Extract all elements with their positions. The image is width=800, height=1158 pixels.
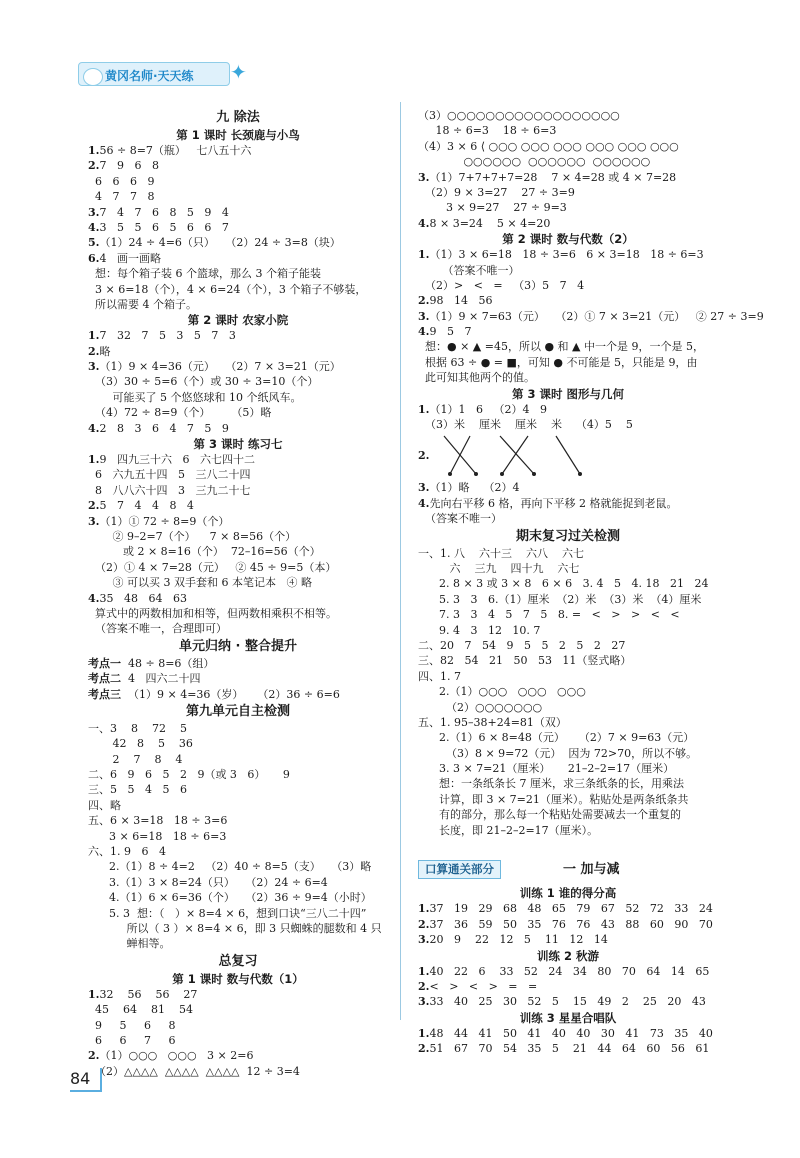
answer-line (418, 185, 718, 200)
answer-line (418, 402, 718, 417)
line-endpoint (500, 472, 504, 476)
answer-text: （3）8 × 9=72（元） 因为 72>70，所以不够。 (418, 746, 698, 760)
answer-line (88, 575, 388, 590)
answer-text: 35 48 64 63 (99, 591, 187, 605)
item-number: 4. (88, 591, 100, 605)
answer-text: 9. 4 3 12 10. 7 (418, 623, 541, 637)
answer-text: 98 14 56 (429, 294, 493, 308)
answer-text: 3.（1）3 × 8=24（只） （2）24 ÷ 6=4 (88, 875, 328, 889)
answer-text: 9 5 6 8 (88, 1018, 176, 1032)
answer-text: 32 56 56 27 (99, 987, 198, 1001)
answer-text: 四、1. 7 (418, 669, 461, 683)
item-number: 4. (418, 325, 430, 339)
answer-text: ○○○○○○ ○○○○○○ ○○○○○○ (418, 155, 651, 169)
answer-text: 或 2 × 8=16（个） 72–16=56（个） (88, 545, 321, 559)
answer-text: 蝉相等。 (88, 937, 171, 951)
item-number: 1. (88, 329, 100, 343)
answer-line (418, 139, 718, 154)
item-number: 1. (418, 964, 430, 978)
answer-text: 37 36 59 50 35 76 76 43 88 60 90 70 (429, 917, 713, 931)
section-tag: 口算通关部分 (418, 860, 501, 879)
answer-text: 45 64 81 54 (88, 1003, 193, 1017)
answer-line (88, 1064, 388, 1079)
answer-text: 6 六九五十四 5 三八二十四 (88, 468, 251, 482)
answer-line (88, 859, 388, 874)
answer-text: （1）9 × 4=36（元） （2）7 × 3=21（元） (99, 360, 341, 374)
answer-line (418, 108, 718, 123)
answer-line (88, 875, 388, 890)
answer-text: 3 5 5 6 5 6 6 7 (99, 220, 229, 234)
lesson-title: 训练 2 秋游 (536, 948, 599, 963)
answer-text: 3. 3 × 7=21（厘米） 21–2–2=17（厘米） (418, 762, 675, 776)
answer-text: 想：一条纸条长 7 厘米，求三条纸条的长，用乘法 (418, 777, 684, 791)
answer-text: < > < > = = (429, 979, 538, 993)
line-endpoint (532, 472, 536, 476)
answer-text: （2）△△△△ △△△△ △△△△ 12 ÷ 3=4 (88, 1064, 300, 1078)
answer-line (418, 561, 718, 576)
answer-text: 3 × 9=27 27 ÷ 9=3 (418, 201, 567, 215)
section-title: 期末复习过关检测 (515, 528, 620, 544)
answer-line (88, 1033, 388, 1048)
answer-text: 40 22 6 33 52 24 34 80 70 64 14 65 (429, 964, 710, 978)
answer-text: 2.（1）8 ÷ 4=2 （2）40 ÷ 8=5（支） （3）略 (88, 860, 372, 874)
answer-text: 8 × 3=24 5 × 4=20 (429, 216, 551, 230)
answer-text: 五、1. 95–38+24=81（双） (418, 715, 567, 729)
answer-line (88, 736, 388, 751)
answer-line (88, 514, 388, 529)
answer-line (88, 1018, 388, 1033)
matching-lines-figure (418, 432, 718, 480)
item-number: 1. (88, 987, 100, 1001)
answer-line (418, 746, 718, 761)
column-divider (400, 102, 401, 1020)
brand-badge (78, 62, 230, 86)
item-number: 3. (418, 995, 430, 1009)
answer-text: 略 (99, 344, 111, 358)
answer-line (88, 687, 388, 702)
answer-text: 48 44 41 50 41 40 40 30 41 73 35 40 (429, 1026, 713, 1040)
answer-text: 三、5 5 4 5 6 (88, 783, 187, 797)
item-number: 4. (418, 496, 430, 510)
answer-text: ② 9–2=7（个） 7 × 8=56（个） (88, 529, 297, 543)
answer-text: 4 7 7 8 (88, 190, 155, 204)
answer-text: 所以需要 4 个箱子。 (88, 297, 197, 311)
answer-line (88, 906, 388, 921)
answer-line (88, 483, 388, 498)
answer-line (418, 964, 718, 979)
answer-line (88, 890, 388, 905)
answer-text: （4）72 ÷ 8=9（个） （5）略 (88, 406, 272, 420)
answer-text: 2.（1）○○○ ○○○ ○○○ (418, 685, 586, 699)
line-endpoint (578, 472, 582, 476)
answer-text: 2.（1）6 × 8=48（元） （2）7 × 9=63（元） (418, 731, 695, 745)
item-number: 1. (418, 1026, 430, 1040)
item-number: 1. (418, 248, 430, 262)
answer-text: 37 19 29 68 48 65 79 67 52 72 33 24 (429, 902, 713, 916)
answer-text: （3）米 厘米 厘米 米 （4）5 5 (418, 418, 633, 432)
answer-text: 算式中的两数相加和相等，但两数相乘积不相等。 (88, 606, 337, 620)
answer-line (418, 496, 718, 511)
answer-text: 6 6 7 6 (88, 1033, 176, 1047)
section-title: 一 加与减 (563, 862, 620, 878)
answer-text: 33 40 25 30 52 5 15 49 2 25 20 43 (429, 995, 706, 1009)
left-column (88, 108, 388, 1079)
answer-text: 2 7 8 4 (88, 752, 183, 766)
lesson-title: 第 2 课时 数与代数（2） (502, 232, 634, 247)
item-number: 3. (88, 514, 100, 528)
answer-line (88, 189, 388, 204)
section-title: 九 除法 (216, 110, 260, 125)
answer-text: 此可知其他两个的值。 (418, 371, 535, 385)
brand-logo (78, 60, 258, 88)
answer-text: 4 画一画略 (99, 251, 161, 265)
item-number: 2. (418, 449, 430, 463)
item-number: 考点一 (88, 656, 121, 670)
answer-line (88, 798, 388, 813)
answer-text: 56 ÷ 8=7（瓶） 七八五十六 (99, 144, 252, 157)
item-number: 1. (88, 453, 100, 467)
answer-line (88, 405, 388, 420)
section-tag-row (418, 838, 718, 885)
item-number: 3. (418, 309, 430, 323)
item-number: 2. (88, 499, 100, 513)
answer-text: 根据 63 ÷ ● = ■，可知 ● 不可能是 5，只能是 9，由 (418, 355, 698, 369)
line-endpoint (474, 472, 478, 476)
answer-text: 有的部分，那么每一个粘贴处需要减去一个重复的 (418, 808, 681, 822)
item-number: 2. (88, 159, 100, 173)
answer-text: 5. 3 想：（ ）× 8=4 × 6，想到口诀“三八二十四” (88, 906, 367, 920)
answer-line (88, 143, 388, 158)
item-number: 3. (88, 205, 100, 219)
answer-text: （3）30 ÷ 5=6（个）或 30 ÷ 3=10（个） (88, 375, 319, 389)
answer-line (88, 158, 388, 173)
answer-line (418, 823, 718, 838)
answer-text: 51 67 70 54 35 5 21 44 64 60 56 61 (429, 1042, 710, 1056)
lesson-title: 第 3 课时 图形与几何 (511, 386, 624, 401)
answer-text: （答案不唯一） (418, 263, 520, 277)
answer-line (418, 932, 718, 947)
answer-line (88, 344, 388, 359)
answer-text: 二、6 9 6 5 2 9（或 3 6） 9 (88, 768, 290, 782)
answer-line (418, 309, 764, 324)
answer-line (418, 700, 718, 715)
answer-line (88, 266, 388, 281)
item-number: 2. (88, 344, 100, 358)
answer-line (418, 994, 718, 1009)
answer-line (88, 205, 388, 220)
answer-line (88, 421, 388, 436)
answer-line (418, 653, 718, 668)
answer-line (418, 370, 718, 385)
answer-text: 7. 3 3 4 5 7 5 8. = < > > < < (418, 608, 680, 622)
answer-line (418, 901, 718, 916)
matching-line (450, 436, 470, 474)
answer-line (88, 782, 388, 797)
item-number: 5. (88, 236, 100, 250)
answer-text: 5. 3 3 6.（1）厘米 （2）米 （3）米 （4）厘米 (418, 592, 702, 606)
answer-text: 4.（1）6 × 6=36（个） （2）36 ÷ 9=4（小时） (88, 891, 372, 905)
answer-line (418, 669, 718, 684)
answer-text: ③ 可以买 3 双手套和 6 本笔记本 ④ 略 (88, 576, 312, 590)
answer-text: （1）9 × 7=63（元） （2）① 7 × 3=21（元） ② 27 ÷ 3=9 (429, 309, 764, 323)
answer-text: （1）略 （2）4 (429, 481, 520, 495)
answer-line (418, 293, 718, 308)
matching-line (556, 436, 580, 474)
answer-line (418, 355, 718, 370)
answer-line (88, 721, 388, 736)
item-number: 1. (418, 902, 430, 916)
answer-text: 2. 8 × 3 或 3 × 8 6 × 6 3. 4 5 4. 18 21 24 (418, 577, 709, 591)
answer-text: 18 ÷ 6=3 18 ÷ 6=3 (418, 124, 557, 138)
right-column (418, 108, 764, 1057)
answer-text: （1）○○○ ○○○ 3 × 2=6 (99, 1049, 254, 1063)
answer-line (418, 278, 718, 293)
item-number: 4. (88, 421, 100, 435)
answer-line (418, 154, 718, 169)
answer-line (418, 592, 718, 607)
item-number: 3. (418, 170, 430, 184)
section-title: 总复习 (218, 953, 258, 969)
item-number: 2. (88, 1049, 100, 1063)
answer-text: 5 7 4 4 8 4 (99, 499, 194, 513)
answer-text: （2）> < = （3）5 7 4 (418, 278, 585, 292)
answer-line (418, 324, 718, 339)
answer-text: 六、1. 9 6 4 (88, 845, 166, 859)
lesson-title: 训练 3 星星合唱队 (519, 1010, 617, 1025)
answer-line (88, 1048, 388, 1063)
answer-line (418, 979, 718, 994)
answer-line (418, 200, 718, 215)
answer-text: 四、略 (88, 798, 121, 812)
answer-line (88, 498, 388, 513)
answer-line (88, 591, 388, 606)
item-number: 1. (88, 144, 100, 157)
answer-text: （2）○○○○○○○ (418, 700, 543, 714)
answer-line (88, 921, 388, 936)
answer-line (88, 359, 388, 374)
answer-line (88, 829, 388, 844)
answer-line (88, 606, 388, 621)
answer-text: 可能买了 5 个悠悠球和 10 个纸风车。 (88, 390, 302, 404)
answer-line (88, 621, 388, 636)
answer-text: （1）① 72 ÷ 8=9（个） (99, 514, 230, 528)
item-number: 2. (418, 1042, 430, 1056)
answer-text: 9 四九三十六 6 六七四十二 (99, 453, 255, 467)
lesson-title: 第 1 课时 长颈鹿与小鸟 (176, 128, 300, 142)
answer-text: （答案不唯一，合理即可） (88, 622, 227, 636)
answer-line (418, 263, 718, 278)
answer-text: 7 4 7 6 8 5 9 4 (99, 205, 229, 219)
item-number: 考点三 (88, 687, 121, 701)
answer-text: 4 四六二十四 (121, 672, 201, 686)
answer-text: 6 6 6 9 (88, 174, 155, 188)
answer-text: 六 三九 四十九 六七 (418, 561, 580, 575)
answer-line (88, 767, 388, 782)
answer-line (418, 123, 718, 138)
answer-line (418, 576, 718, 591)
section-title: 单元归纳 · 整合提升 (179, 638, 297, 654)
answer-line (418, 623, 718, 638)
answer-line (418, 638, 718, 653)
answer-line (88, 544, 388, 559)
answer-line (88, 282, 388, 297)
item-number: 2. (418, 979, 430, 993)
answer-line (88, 529, 388, 544)
answer-line (88, 936, 388, 951)
answer-line (88, 297, 388, 312)
answer-text: 9 5 7 (429, 325, 472, 339)
answer-line (418, 917, 718, 932)
answer-text: （1）3 × 6=18 18 ÷ 3=6 6 × 3=18 18 ÷ 6=3 (429, 248, 704, 262)
answer-text: 五、6 × 3=18 18 ÷ 3=6 (88, 814, 228, 828)
line-endpoint (448, 472, 452, 476)
answer-line (418, 1041, 718, 1056)
answer-line (88, 813, 388, 828)
mascot-icon (83, 68, 103, 86)
answer-text: 想：每个箱子装 6 个篮球，那么 3 个箱子能装 (88, 267, 321, 281)
item-number: 4. (418, 216, 430, 230)
answer-text: 7 32 7 5 3 5 7 3 (99, 329, 236, 343)
item-number: 3. (88, 360, 100, 374)
matching-lines (430, 434, 590, 478)
answer-text: 3 × 6=18 18 ÷ 6=3 (88, 829, 227, 843)
answer-text: （答案不唯一） (418, 512, 502, 526)
answer-line (418, 792, 718, 807)
answer-line (418, 607, 718, 622)
answer-line (88, 390, 388, 405)
answer-text: 三、82 54 21 50 53 11（竖式略） (418, 654, 632, 668)
answer-line (88, 374, 388, 389)
matching-line (500, 436, 534, 474)
answer-text: 20 9 22 12 5 11 12 14 (429, 933, 608, 947)
answer-text: 3 × 6=18（个），4 × 6=24（个），3 个箱子不够装， (88, 282, 367, 296)
answer-line (88, 220, 388, 235)
item-number: 2. (418, 294, 430, 308)
answer-text: 7 9 6 8 (99, 159, 159, 173)
answer-line (418, 247, 718, 262)
answer-text: 二、20 7 54 9 5 5 2 5 2 27 (418, 638, 626, 652)
answer-line (418, 761, 718, 776)
lesson-title: 第 1 课时 数与代数（1） (172, 971, 304, 986)
answer-text: 8 八八六十四 3 三九二十七 (88, 483, 251, 497)
answer-line (88, 844, 388, 859)
answer-text: 42 8 5 36 (88, 737, 193, 751)
answer-line (418, 715, 718, 730)
answer-line (88, 328, 388, 343)
answer-line (418, 546, 718, 561)
answer-text: 一、3 8 72 5 (88, 721, 187, 735)
answer-text: 一、1. 八 六十三 六八 六七 (418, 546, 584, 560)
answer-line (88, 452, 388, 467)
answer-line (88, 671, 388, 686)
answer-line (88, 174, 388, 189)
lesson-title: 第 2 课时 农家小院 (187, 313, 289, 328)
answer-line (418, 511, 718, 526)
answer-text: （1）24 ÷ 4=6（只） （2）24 ÷ 3=8（块） (99, 236, 341, 250)
star-icon: ✦ (230, 60, 247, 84)
answer-text: 先向右平移 6 格，再向下平移 2 格就能捉到老鼠。 (429, 496, 678, 510)
answer-line (88, 1002, 388, 1017)
answer-line (418, 417, 718, 432)
answer-line (418, 216, 718, 231)
answer-line (418, 807, 718, 822)
answer-line (418, 684, 718, 699)
answer-text: （1）1 6 （2）4 9 (429, 402, 547, 416)
answer-text: 长度，即 21–2–2=17（厘米）。 (418, 823, 599, 837)
section-title: 第九单元自主检测 (185, 703, 290, 719)
answer-text: （2）① 4 × 7=28（元） ② 45 ÷ 9=5（本） (88, 560, 337, 574)
brand-text: 黄冈名师·天天练 (105, 69, 194, 83)
answer-line (88, 251, 388, 266)
lesson-title: 第 3 课时 练习七 (193, 437, 283, 452)
answer-line (88, 235, 388, 250)
answer-text: 想：● × ▲ =45，所以 ● 和 ▲ 中一个是 9，一个是 5， (418, 340, 705, 354)
item-number: 6. (88, 251, 100, 265)
answer-line (88, 987, 388, 1002)
answer-text: （2）9 × 3=27 27 ÷ 3=9 (418, 185, 575, 199)
answer-text: （4）3 × 6 ⟨ ○○○ ○○○ ○○○ ○○○ ○○○ ○○○ (418, 139, 679, 153)
answer-line (418, 170, 718, 185)
item-number: 4. (88, 220, 100, 234)
answer-line (88, 656, 388, 671)
answer-text: （1）9 × 4=36（岁） （2）36 ÷ 6=6 (121, 687, 340, 701)
answer-line (418, 480, 718, 495)
item-number: 1. (418, 402, 430, 416)
answer-line (418, 339, 718, 354)
answer-text: （3）○○○○○○○○○○○○○○○○○○ (418, 109, 620, 122)
answer-text: 所以（ 3 ）× 8=4 × 6，即 3 只蜘蛛的腿数和 4 只 (88, 921, 382, 935)
item-number: 2. (418, 917, 430, 931)
answer-text: 48 ÷ 8=6（组） (121, 656, 215, 670)
answer-line (88, 467, 388, 482)
answer-line (88, 752, 388, 767)
lesson-title: 训练 1 谁的得分高 (519, 886, 617, 901)
answer-text: 2 8 3 6 4 7 5 9 (99, 421, 229, 435)
answer-line (418, 730, 718, 745)
answer-text: 计算，即 3 × 7=21（厘米）。粘贴处是两条纸条共 (418, 792, 689, 806)
answer-line (418, 1026, 718, 1041)
answer-text: （1）7+7+7+7=28 7 × 4=28 或 4 × 7=28 (429, 170, 677, 184)
item-number: 3. (418, 933, 430, 947)
item-number: 3. (418, 481, 430, 495)
item-number: 考点二 (88, 672, 121, 686)
page-number: 84 (70, 1068, 102, 1092)
answer-line (88, 560, 388, 575)
answer-line (418, 776, 718, 791)
